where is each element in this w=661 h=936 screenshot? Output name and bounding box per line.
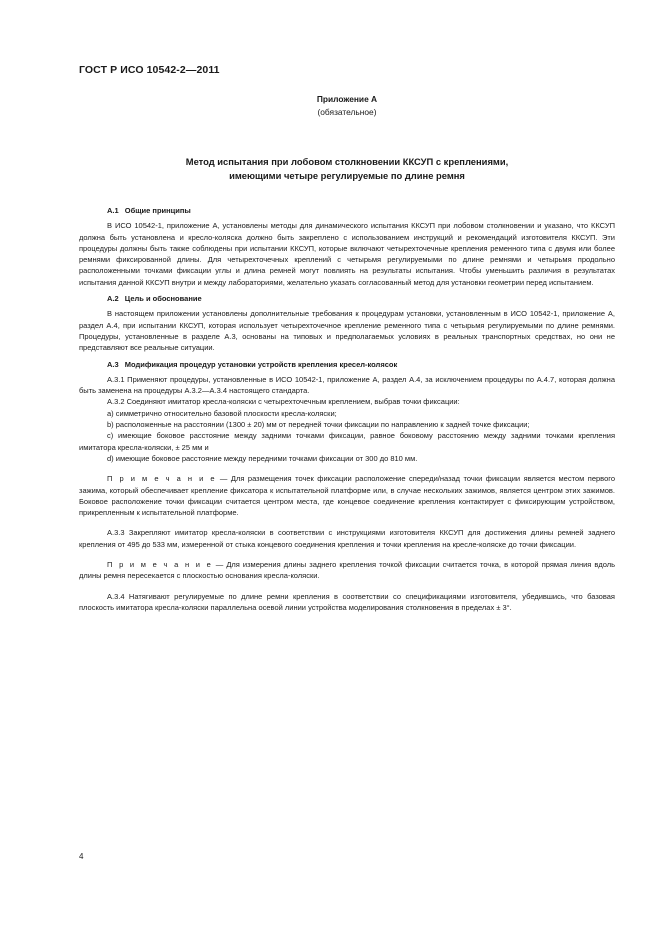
clause-a3-2: А.3.2 Соединяют имитатор кресла-коляски с четырехточечным креплением, выбрав точки фиксации: <box>107 397 460 407</box>
section-a1-paragraph: В ИСО 10542-1, приложение А, установлены методы для динамического испытания ККСУП при лобовом столкновении и указано, что ККСУП должна быть установлена и кресло-коляска должно быть закреплено с использованием инструкций и рекомендаций изготовителя ККСУП. Эти процедуры должны быть также соблюдены при испытании ККСУП, которые включают четырехточечные крепления ременного типа с двумя или более ремнями фиксированной длины. Для четырехточечных креплений с четырьмя регулируемыми по длине ремнями и четырьмя продольно расположенными точками фиксации углы и длина ремней могут повлиять на результаты испытания. Чтобы уменьшить различия в результатах испытания данной ККСУП внутри и между лабораториями, желательно указать согласованный метод для установки геометрии перед испытанием. <box>79 221 615 287</box>
section-title: Модификация процедур установки устройств крепления кресел-колясок <box>124 359 398 369</box>
clause-a3-4: А.3.4 Натягивают регулируемые по длине ремни крепления в соответствии со спецификациями изготовителя, убедившись, что базовая плоскость имитатора кресла-коляски параллельна осевой линии устройства моделирования столкновения в пределах ± 3°. <box>79 591 615 612</box>
note-1 <box>79 473 615 518</box>
appendix-status: (обязательное) <box>317 107 377 117</box>
section-a2-heading <box>107 293 615 304</box>
section-title: Общие принципы <box>124 206 191 215</box>
list-item-d: d) имеющие боковое расстояние между передними точками фиксации от 300 до 810 мм. <box>107 453 418 463</box>
clause-a3-1: А.3.1 Применяют процедуры, установленные в ИСО 10542-1, приложение А, раздел А.4, за исключением процедуры по А.4.7, которая должна быть заменена на процедуры А.3.2—А.3.4 настоящего стандарта. <box>79 374 615 396</box>
clause-a3-3: А.3.3 Закрепляют имитатор кресла-коляски в соответствии с инструкциями изготовителя ККСУП для достижения длины ремней заднего крепления от 495 до 533 мм, измеренной от стыка концевого соединения крепления и точки крепления на кресле-коляске до точки фиксации. <box>79 528 615 549</box>
section-a2-paragraph: В настоящем приложении установлены дополнительные требования к процедурам установки, установленным в ИСО 10542-1, приложение А, раздел А.4, при испытании ККСУП, которая использует четырехточечное крепление ременного типа с четырьмя регулируемыми по длине ремнями. Процедуры, установленные в разделе А.3, основаны на типовых и предполагаемых условиях в реальных транспортных средствах, но они не представляют все реальные ситуации. <box>79 309 615 353</box>
list-item-b: b) расположенные на расстоянии (1300 ± 20) мм от передней точки фиксации по направлению к задней точке фиксации; <box>107 420 530 430</box>
section-number: А.2 <box>107 294 119 304</box>
page-number: 4 <box>79 852 84 861</box>
appendix-title: Приложение А <box>316 94 378 104</box>
note-text: — Для размещения точек фиксации расположение спереди/назад точки фиксации является местом первого зажима, который обеспечивает крепление фиксатора к испытательной платформе или, в случае нескольких зажимов, является центром этих зажимов. Боковое расположение точки фиксации считается центром места, где концевое соединение крепления контактирует с фиксирующим устройством, прикрепленным к испытательной платформе. <box>79 474 615 518</box>
section-a1-heading <box>107 205 615 216</box>
title-line-2: имеющими четыре регулируемые по длине ремня <box>229 170 465 181</box>
note-2 <box>79 559 615 582</box>
appendix-main-title <box>79 155 615 183</box>
note-label: П р и м е ч а н и е <box>107 474 217 484</box>
section-number: А.3 <box>107 359 119 369</box>
standard-designation: ГОСТ Р ИСО 10542-2—2011 <box>79 64 220 76</box>
list-item-c: c) имеющие боковое расстояние между задними точками фиксации, равное боковому расстоянию между задними точками крепления имитатора кресла-коляски, ± 25 мм и <box>79 431 615 452</box>
list-item-a: a) симметрично относительно базовой плоскости кресла-коляски; <box>107 408 337 418</box>
document-body <box>79 205 615 613</box>
appendix-heading <box>79 93 615 119</box>
section-number: А.1 <box>107 206 119 215</box>
section-a3-heading <box>107 359 615 370</box>
section-title: Цель и обоснование <box>124 294 202 304</box>
note-label: П р и м е ч а н и е <box>107 560 213 570</box>
title-line-1: Метод испытания при лобовом столкновении ККСУП с креплениями, <box>185 156 509 167</box>
note-text: — Для измерения длины заднего крепления точкой фиксации считается точка, в которой прямая линия вдоль длины ремня пересекается с плоскостью основания кресла-коляски. <box>79 560 615 581</box>
